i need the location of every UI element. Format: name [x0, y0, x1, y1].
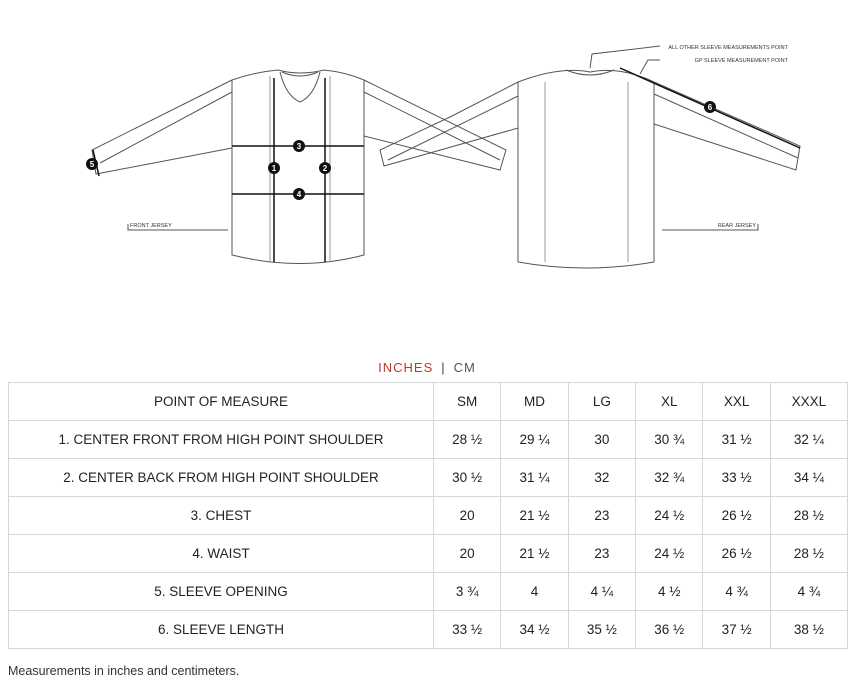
header-size: LG [568, 383, 635, 421]
inches-tab[interactable]: INCHES [378, 360, 434, 375]
measure-value: 28 ½ [434, 421, 501, 459]
measure-value: 31 ½ [703, 421, 770, 459]
measure-value: 3 ¾ [434, 573, 501, 611]
measure-value: 24 ½ [636, 497, 703, 535]
measure-label: 1. CENTER FRONT FROM HIGH POINT SHOULDER [9, 421, 434, 459]
measure-value: 30 ¾ [636, 421, 703, 459]
measure-value: 30 [568, 421, 635, 459]
measure-label: 3. CHEST [9, 497, 434, 535]
header-size: XXL [703, 383, 770, 421]
measure-value: 37 ½ [703, 611, 770, 649]
table-row [9, 421, 848, 459]
measure-value: 38 ½ [770, 611, 847, 649]
unit-toggle [0, 360, 854, 375]
table-row [9, 459, 848, 497]
measure-value: 34 ½ [501, 611, 568, 649]
rear-jersey-drawing [380, 70, 800, 268]
measure-value: 28 ½ [770, 535, 847, 573]
measure-value: 32 ¼ [770, 421, 847, 459]
measure-value: 32 ¾ [636, 459, 703, 497]
front-jersey-label: FRONT JERSEY [130, 223, 172, 229]
measure-label: 4. WAIST [9, 535, 434, 573]
measure-value: 4 [501, 573, 568, 611]
measure-value: 23 [568, 497, 635, 535]
callout-other-sleeve: ALL OTHER SLEEVE MEASUREMENTS POINT [668, 45, 788, 51]
measure-value: 26 ½ [703, 497, 770, 535]
measure-value: 35 ½ [568, 611, 635, 649]
header-point-of-measure: POINT OF MEASURE [9, 383, 434, 421]
header-size: SM [434, 383, 501, 421]
measure-value: 34 ¼ [770, 459, 847, 497]
measure-value: 36 ½ [636, 611, 703, 649]
cm-tab[interactable]: CM [453, 360, 476, 375]
measure-value: 21 ½ [501, 497, 568, 535]
measure-value: 32 [568, 459, 635, 497]
size-chart-table [8, 382, 848, 649]
measure-label: 5. SLEEVE OPENING [9, 573, 434, 611]
header-size: XL [636, 383, 703, 421]
jersey-measurement-diagram [0, 0, 854, 300]
measure-label: 2. CENTER BACK FROM HIGH POINT SHOULDER [9, 459, 434, 497]
measure-label: 6. SLEEVE LENGTH [9, 611, 434, 649]
marker-3-label: 3 [296, 142, 302, 151]
measure-value: 33 ½ [703, 459, 770, 497]
table-row [9, 497, 848, 535]
measure-value: 29 ¼ [501, 421, 568, 459]
measure-value: 20 [434, 497, 501, 535]
measure-value: 4 ½ [636, 573, 703, 611]
footnote: Measurements in inches and centimeters. [8, 664, 240, 678]
measure-value: 31 ¼ [501, 459, 568, 497]
header-size: MD [501, 383, 568, 421]
callout-gp-sleeve: GP SLEEVE MEASUREMENT POINT [694, 58, 788, 64]
measure-value: 4 ¾ [770, 573, 847, 611]
table-row [9, 573, 848, 611]
table-row [9, 611, 848, 649]
marker-1-label: 1 [271, 164, 277, 173]
measure-value: 33 ½ [434, 611, 501, 649]
marker-4-label: 4 [296, 190, 302, 199]
marker-6-label: 6 [707, 103, 713, 112]
header-size: XXXL [770, 383, 847, 421]
measure-value: 30 ½ [434, 459, 501, 497]
measure-value: 24 ½ [636, 535, 703, 573]
measure-value: 26 ½ [703, 535, 770, 573]
unit-separator: | [441, 360, 446, 375]
rear-jersey-label: REAR JERSEY [717, 223, 756, 229]
measure-value: 28 ½ [770, 497, 847, 535]
marker-5-label: 5 [89, 160, 95, 169]
front-jersey-drawing [89, 70, 506, 264]
table-header-row [9, 383, 848, 421]
measure-value: 20 [434, 535, 501, 573]
measure-value: 21 ½ [501, 535, 568, 573]
measure-value: 4 ¾ [703, 573, 770, 611]
measure-value: 4 ¼ [568, 573, 635, 611]
table-row [9, 535, 848, 573]
marker-2-label: 2 [322, 164, 328, 173]
measure-value: 23 [568, 535, 635, 573]
